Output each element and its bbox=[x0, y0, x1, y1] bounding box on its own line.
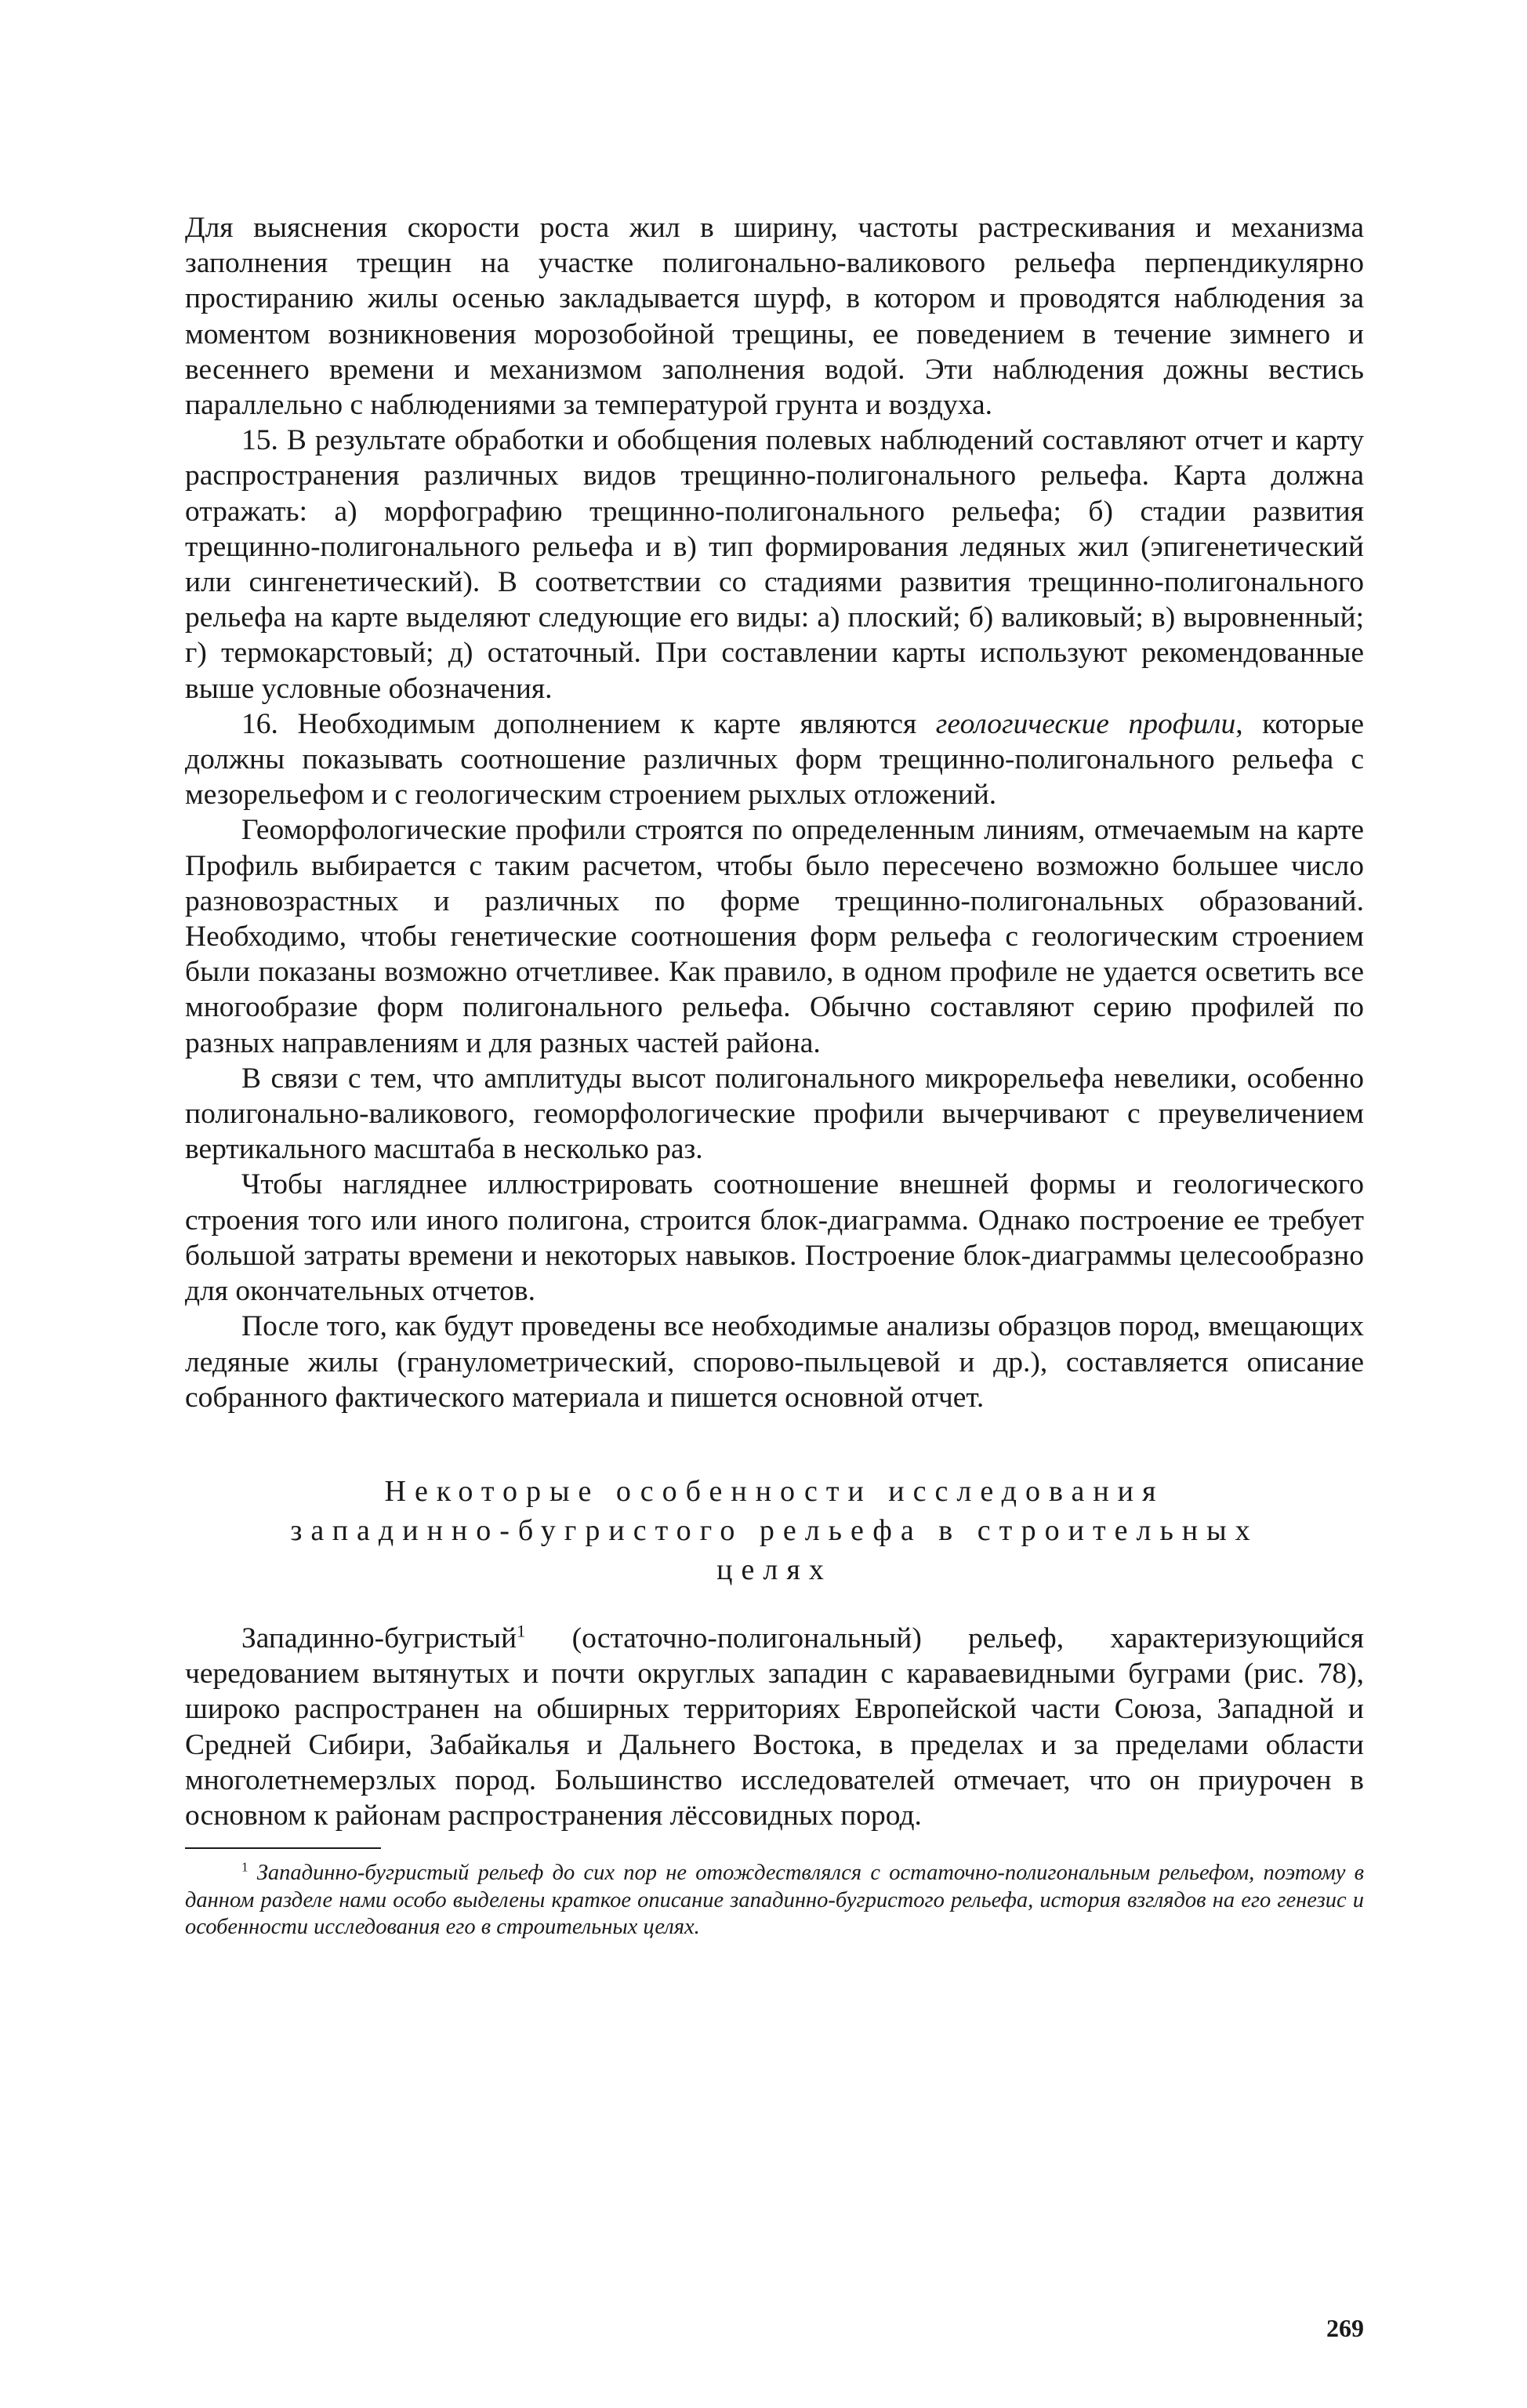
page-number: 269 bbox=[1326, 2314, 1364, 2342]
geological-profiles-term: геологические профили bbox=[935, 707, 1236, 740]
main-text bbox=[185, 210, 1364, 1415]
paragraph-item-15: 15. В результате обработки и обобщения полевых наблюдений составляют отчет и карту распространения различных видов трещинно-полигонального рельефа. Карта должна отражать: а) морфографию трещинно-полигонального рельефа; б) стадии развития трещинно-полигонального рельефа и в) тип формирования ледяных жил (эпигенетический или сингенетический). В соответствии со стадиями развития трещинно-полигонального рельефа на карте выделяют следующие его виды: а) плоский; б) валиковый; в) выровненный; г) термокарстовый; д) остаточный. При составлении карты используют рекомендованные выше условные обозначения. bbox=[185, 424, 1364, 705]
paragraph-shurf-observations: Для выяснения скорости роста жил в ширину, частоты растрескивания и механизма заполнения трещин на участке полигонально-валикового рельефа перпендикулярно простиранию жилы осенью закладывается шурф, в котором и проводятся наблюдения за моментом возникновения морозобойной трещины, ее поведением в течение зимнего и весеннего времени и механизмом заполнения водой. Эти наблюдения дожны вестись параллельно с наблюдениями за температурой грунта и воздуха. bbox=[185, 212, 1364, 422]
paragraph-zapadinno-end: (остаточно-полигональный) рельеф, характеризующийся чередованием вытянутых и почти округлых западин с караваевидными буграми (рис. 78), широко распространен на обширных территориях Европейской части Союза, Западной и Средней Сибири, Забайкалья и Дальнего Востока, в пределах и за пределами области многолетнемерзлых пород. Большинство исследователей отмечает, что он приурочен в основном к районам распространения лёссовидных пород. bbox=[185, 1622, 1364, 1832]
paragraph-vertical-scale: В связи с тем, что амплитуды высот полигонального микрорельефа невелики, особенно полигонально-валикового, геоморфологические профили вычерчивают с преувеличением вертикального масштаба в несколько раз. bbox=[185, 1062, 1364, 1166]
paragraph-zapadinno-bugristy bbox=[185, 1621, 1364, 1833]
paragraph-item-16-start: 16. Необходимым дополнением к карте являются bbox=[241, 707, 936, 740]
paragraph-item-16-end: , которые должны показывать соотношение различных форм трещинно-полигонального рельефа с мезорельефом и с геологическим строением рыхлых отложений. bbox=[185, 707, 1364, 812]
paragraph-geomorphological-profiles: Геоморфологические профили строятся по определенным линиям, отмечаемым на карте Профиль выбирается с таким расчетом, чтобы было пересечено возможно большее число разновозрастных и различных по форме трещинно-полигональных образований. Необходимо, чтобы генетические соотношения форм рельефа с геологическим строением были показаны возможно отчетливее. Как правило, в одном профиле не удается осветить все многообразие форм полигонального рельефа. Обычно составляют серию профилей по разных направлениям и для разных частей района. bbox=[185, 814, 1364, 1059]
section-text bbox=[185, 1621, 1364, 1833]
footnote-mark: 1 bbox=[241, 1859, 248, 1875]
footnote-divider bbox=[185, 1847, 381, 1849]
paragraph-block-diagram: Чтобы нагляднее иллюстрировать соотношение внешней формы и геологического строения того или иного полигона, строится блок-диаграмма. Однако построение ее требует большой затраты времени и некоторых навыков. Построение блок-диаграммы целесообразно для окончательных отчетов. bbox=[185, 1168, 1364, 1308]
paragraph-final-report: После того, как будут проведены все необходимые анализы образцов пород, вмещающих ледяные жилы (гранулометрический, спорово-пыльцевой и др.), составляется описание собранного фактического материала и пишется основной отчет. bbox=[185, 1310, 1364, 1414]
footnote-text: Западинно-бугристый рельеф до сих пор не отождествлялся с остаточно-полигональным рельефом, поэтому в данном разделе нами особо выделены краткое описание западинно-бугристого рельефа, история взглядов на его генезис и особенности исследования его в строительных целях. bbox=[185, 1861, 1365, 1940]
section-heading-line-2: западинно-бугристого рельефа в строительных bbox=[290, 1513, 1259, 1547]
page bbox=[185, 210, 1364, 2343]
footnote-reference: 1 bbox=[517, 1621, 526, 1641]
footnote bbox=[185, 1860, 1364, 1941]
paragraph-zapadinno-start: Западинно-бугристый bbox=[241, 1622, 517, 1654]
section-heading-line-3: целях bbox=[716, 1553, 832, 1586]
section-heading bbox=[185, 1472, 1364, 1589]
paragraph-item-16 bbox=[185, 706, 1364, 813]
section-heading-line-1: Некоторые особенности исследования bbox=[384, 1474, 1165, 1508]
